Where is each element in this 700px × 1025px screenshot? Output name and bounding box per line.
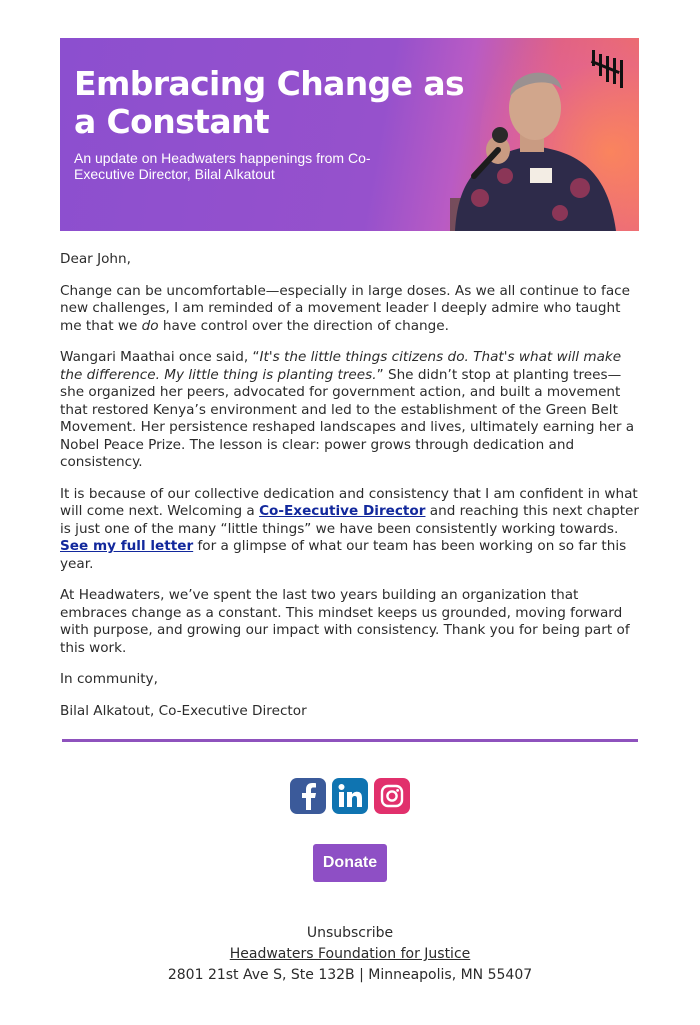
paragraph-4: At Headwaters, we’ve spent the last two years building an organization that embraces change as a constant. This mindset keeps us grounded, moving forward with purpose, and growing our impact with consistency. Thank you for being part of this work.	[60, 587, 630, 656]
donate-button[interactable]: Donate	[313, 844, 387, 882]
facebook-icon[interactable]	[290, 778, 326, 814]
co-executive-director-link[interactable]: Co-Executive Director	[259, 503, 426, 519]
maathai-quote: It's the little things citizens do. That's what will make the difference. My little thing is planting trees.	[60, 349, 622, 383]
signature: Bilal Alkatout, Co-Executive Director	[60, 702, 307, 719]
speaker-photo	[60, 38, 639, 231]
social-links	[290, 778, 410, 814]
linkedin-icon[interactable]	[332, 778, 368, 814]
full-letter-link[interactable]: See my full letter	[60, 538, 194, 554]
hero-banner	[60, 38, 639, 231]
paragraph-3-text-a: It is because of our collective dedication and consistency that I am confident in what will come next. Welcoming a	[60, 485, 638, 519]
org-name-link[interactable]: Headwaters Foundation for Justice	[229, 946, 471, 962]
section-divider	[62, 739, 638, 742]
footer-org-line	[0, 946, 700, 962]
closing: In community,	[60, 671, 158, 687]
paragraph-2	[60, 349, 640, 472]
headwaters-logo-icon	[590, 48, 630, 88]
hero-title: Embracing Change as a Constant	[74, 64, 465, 141]
letter-body	[60, 251, 640, 734]
paragraph-3-text-c: for a glimpse of what our team has been working on so far this year.	[60, 538, 627, 572]
footer-address: 2801 21st Ave S, Ste 132B | Minneapolis, MN 55407	[167, 967, 533, 983]
unsubscribe-link[interactable]: Unsubscribe	[306, 925, 394, 941]
greeting: Dear John,	[60, 251, 131, 267]
paragraph-1-text-a: Change can be uncomfortable—especially in large doses. As we all continue to face new challenges, I am reminded of a movement leader I deeply admire who taught me that we	[60, 282, 630, 334]
paragraph-3	[60, 486, 640, 574]
paragraph-2-text-b: ” She didn’t stop at planting trees—she organized her peers, advocated for government action, and built a movement that restored Kenya’s environment and led to the establishment of the Green Belt Movement. Her persistence reshaped landscapes and lives, ultimately earning her a Nobel Peace Prize. The lesson is clear: power grows through dedication and consistency.	[60, 366, 635, 470]
paragraph-1-emphasis: do	[141, 317, 159, 334]
paragraph-1	[60, 283, 640, 336]
hero-subtitle: An update on Headwaters happenings from Co-Executive Director, Bilal Alkatout	[74, 150, 371, 182]
paragraph-1-text-b: have control over the direction of change.	[158, 317, 449, 334]
paragraph-2-text-a: Wangari Maathai once said, “	[60, 349, 260, 365]
paragraph-3-text-b: and reaching this next chapter is just one of the many “little things” we have been consistently working towards.	[60, 503, 639, 537]
instagram-icon[interactable]	[374, 778, 410, 814]
